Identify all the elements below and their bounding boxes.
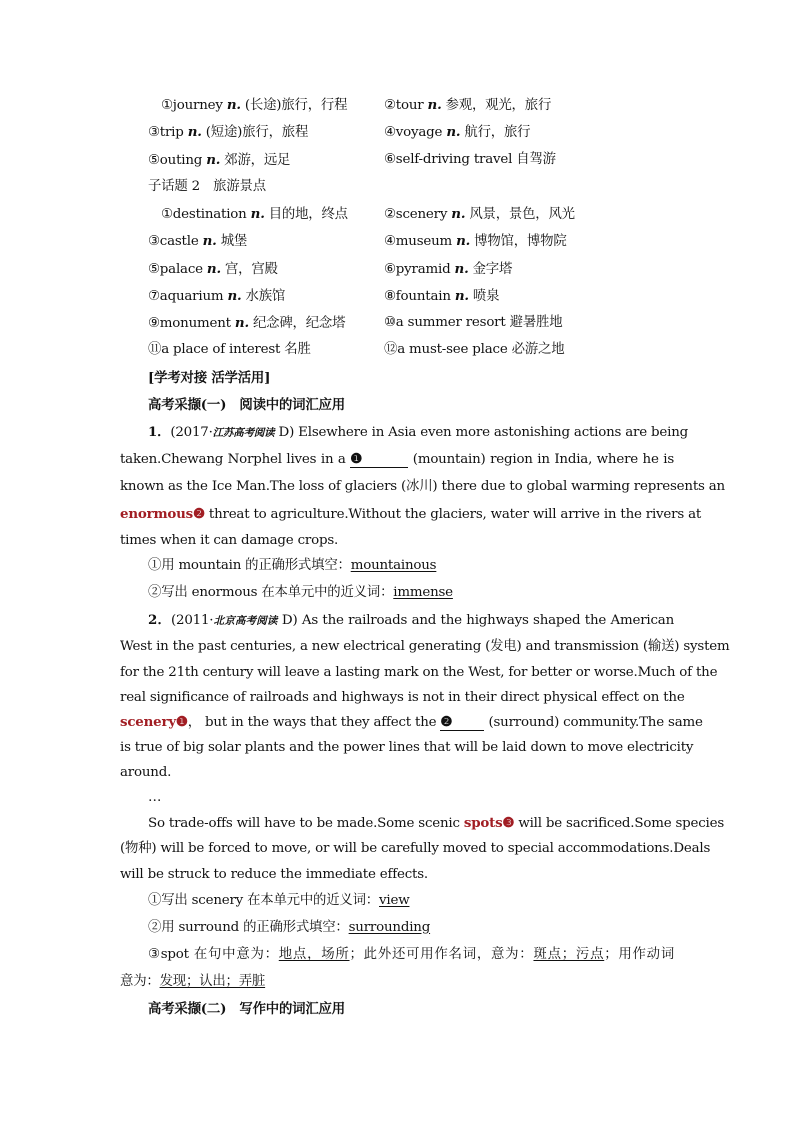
vocab-castle: ③castle n. 城堡 — [148, 233, 248, 249]
q1-line-5: times when it can damage crops. — [120, 533, 339, 548]
subtopic-title: 子话题 2 旅游景点 — [148, 179, 266, 194]
q2-ellipsis: … — [148, 790, 162, 805]
q1-line-4: enormous❷ threat to agriculture.Without the glaciers, water will arrive in the rivers at — [120, 506, 702, 522]
vocab-destination: ①destination n. 目的地，终点 — [161, 206, 348, 222]
q2-answer-1: view — [379, 893, 410, 908]
q1-line-3: known as the Ice Man.The loss of glaciers (冰川) there due to global warming represents an — [120, 479, 725, 494]
vocab-monument: ⑨monument n. 纪念碑，纪念塔 — [148, 315, 346, 331]
q2-source: 北京高考阅读 — [213, 615, 278, 627]
q1-answer-2: immense — [393, 585, 453, 600]
q1-source: 江苏高考阅读 — [212, 427, 275, 439]
q2-line-4: real significance of railroads and highways is not in their direct physical effect on the — [120, 690, 685, 705]
vocab-self-driving: ⑥self-driving travel 自驾游 — [384, 152, 556, 167]
q2-line-3: for the 21th century will leave a lasting mark on the West, for better or worse.Much of the — [120, 665, 718, 680]
q2-line-6: is true of big solar plants and the power lines that will be laid down to move electricity — [120, 740, 694, 755]
q2-sub-2: ②用 surround 的正确形式填空：surrounding — [148, 920, 431, 935]
q1-answer-1: mountainous — [350, 558, 437, 573]
q2-line-9: (物种) will be forced to move, or will be carefully moved to special accommodations.Deals — [120, 841, 711, 856]
q2-number: 2． — [148, 612, 171, 628]
vocab-museum: ④museum n. 博物馆，博物院 — [384, 233, 567, 249]
vocab-palace: ⑤palace n. 宫，宫殿 — [148, 261, 278, 277]
q2-line-10: will be struck to reduce the immediate effects. — [120, 867, 428, 882]
q2-answer-3a: 地点，场所 — [278, 947, 350, 962]
q1-line-1: 1．(2017·江苏高考阅读 D) Elsewhere in Asia even more astonishing actions are being — [148, 424, 689, 440]
q1-line-2: taken.Chewang Norphel lives in a ❶ (mountain) region in India, where he is — [120, 451, 674, 467]
q2-line-2: West in the past centuries, a new electrical generating (发电) and transmission (输送) system — [120, 639, 730, 654]
q2-sub-3: ③spot 在句中意为：地点，场所；此外还可用作名词，意为：斑点；污点；用作动词 — [148, 947, 675, 962]
q1-sub-1: ①用 mountain 的正确形式填空：mountainous — [148, 558, 437, 573]
q2-answer-3b: 斑点；污点 — [533, 947, 605, 962]
q2-sub-3-cont: 意为：发现；认出；弄脏 — [120, 974, 266, 989]
vocab-fountain: ⑧fountain n. 喷泉 — [384, 288, 500, 304]
vocab-outing: ⑤outing n. 郊游，远足 — [148, 152, 291, 168]
vocab-place-of-interest: ⑪a place of interest 名胜 — [148, 342, 311, 357]
section-header: [学考对接 活学活用] — [148, 370, 271, 386]
q2-keyword-spots: spots❸ — [463, 815, 515, 831]
q2-answer-2: surrounding — [348, 920, 431, 935]
q2-keyword-scenery: scenery❶ — [120, 714, 188, 730]
vocab-scenery: ②scenery n. 风景，景色，风光 — [384, 206, 575, 222]
part2-title: 高考采撷(二) 写作中的词汇应用 — [148, 1001, 345, 1017]
vocab-voyage: ④voyage n. 航行，旅行 — [384, 124, 531, 140]
q1-number: 1． — [148, 424, 171, 440]
q2-line-5: scenery❶， but in the ways that they affect the ❷ (surround) community.The same — [120, 714, 703, 730]
vocab-tour: ②tour n. 参观，观光，旅行 — [384, 97, 552, 113]
vocab-aquarium: ⑦aquarium n. 水族馆 — [148, 288, 286, 304]
part1-title: 高考采撷(一) 阅读中的词汇应用 — [148, 397, 345, 413]
q2-sub-1: ①写出 scenery 在本单元中的近义词：view — [148, 893, 410, 908]
vocab-trip: ③trip n. (短途)旅行，旅程 — [148, 124, 309, 140]
q1-blank-1[interactable]: ❶ — [350, 451, 408, 468]
q1-sub-2: ②写出 enormous 在本单元中的近义词：immense — [148, 585, 453, 600]
vocab-summer-resort: ⑩a summer resort 避暑胜地 — [384, 315, 563, 330]
q2-line-1: 2．(2011·北京高考阅读 D) As the railroads and the highways shaped the American — [148, 612, 674, 628]
q2-answer-3c: 发现；认出；弄脏 — [159, 974, 266, 989]
q2-line-8: So trade-offs will have to be made.Some scenic spots❸ will be sacrificed.Some species — [148, 815, 725, 831]
q2-blank-2[interactable]: ❷ — [440, 714, 484, 731]
q2-line-7: around. — [120, 765, 172, 780]
q1-keyword-enormous: enormous❷ — [120, 506, 205, 522]
vocab-pyramid: ⑥pyramid n. 金字塔 — [384, 261, 513, 277]
vocab-must-see-place: ⑫a must-see place 必游之地 — [384, 342, 565, 357]
vocab-journey: ①journey n. (长途)旅行，行程 — [161, 97, 348, 113]
